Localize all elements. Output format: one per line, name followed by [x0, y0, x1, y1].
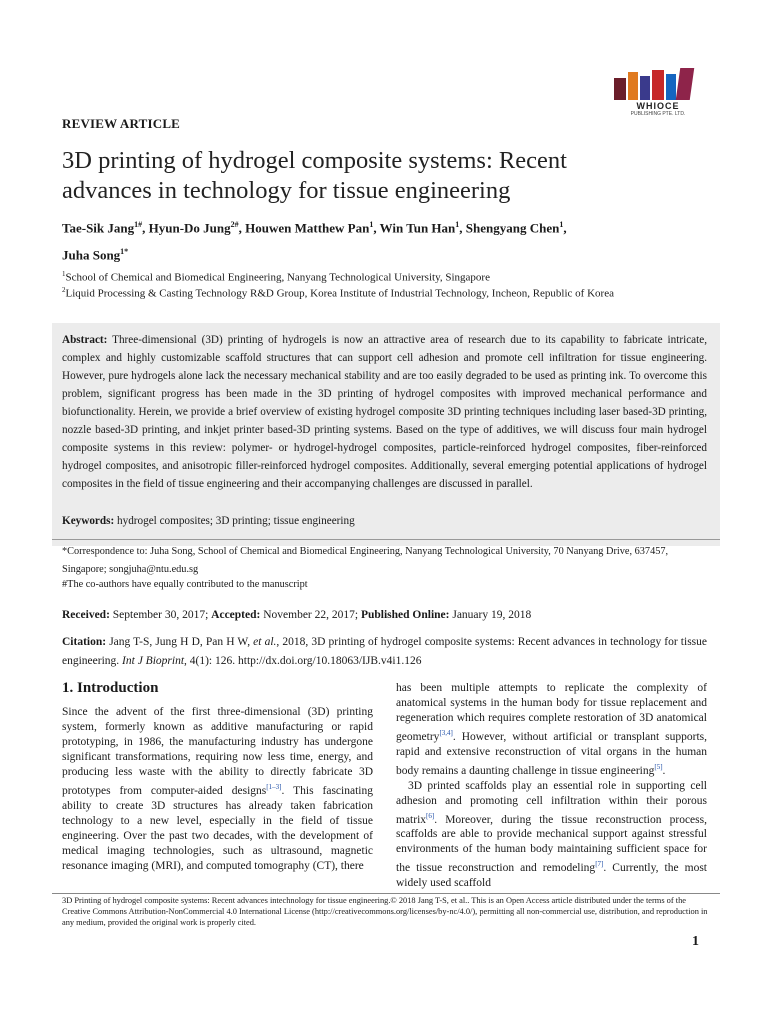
paragraph-text: . However, without artificial or transplant supports, rapid and extensive reconstruction of vital organs in the human body remains a daunting challenge in tissue engineering: [396, 730, 707, 777]
correspondence: *Correspondence to: Juha Song, School of Chemical and Biomedical Engineering, Nanyang Technological University, 70 Nanyang Drive, 637457, Singapore; songjuha@ntu.edu.sg: [62, 546, 669, 575]
paragraph-text: . This fascinating ability to create 3D structures has already taken fabrication technology to a new level, especially in the field of tissue engineering. Over the past two decades, with the development of medical imaging technologies, such as ultrasound, magnetic resonance imaging (MRI), and computed tomography (CT), there: [62, 784, 373, 872]
title-line: 3D printing of hydrogel composite systems: Recent: [62, 147, 567, 174]
logo-bar: [628, 72, 638, 100]
reference-link[interactable]: [5]: [654, 762, 663, 771]
logo-bar: [652, 70, 664, 100]
author-affiliation-mark: 1: [455, 220, 460, 229]
author-name: Win Tun Han: [379, 220, 456, 236]
author-name: Juha Song: [62, 247, 121, 263]
citation: [62, 633, 707, 671]
author-affiliation-mark: 1#: [134, 220, 143, 229]
affiliation-text: School of Chemical and Biomedical Engineering, Nanyang Technological University, Singapore: [65, 271, 490, 284]
paragraph-text: 3D printed scaffolds play an essential role in supporting cell adhesion and promoting cell infiltration within their porous matrix: [396, 779, 707, 826]
title-line: advances in technology for tissue engineering: [62, 177, 511, 204]
online-label: Published Online:: [360, 609, 450, 621]
author-list: [62, 213, 722, 268]
accepted-label: Accepted:: [211, 609, 261, 621]
citation-journal: Int J Bioprint: [122, 655, 185, 667]
divider: [52, 539, 720, 540]
received-label: Received:: [62, 609, 110, 621]
logo-bar: [640, 76, 650, 100]
author-separator: ,: [238, 220, 246, 236]
author-name: Hyun-Do Jung: [148, 220, 231, 236]
logo-bar: [614, 78, 626, 100]
body-column-right: [396, 681, 707, 891]
affiliation-number: 2: [62, 286, 66, 294]
affiliation-number: 1: [62, 270, 66, 278]
received-date: September 30, 2017;: [109, 609, 212, 621]
author-separator: ,: [142, 220, 149, 236]
citation-text: Jang T-S, Jung H D, Pan H W,: [106, 636, 254, 648]
logo-subtitle: PUBLISHING PTE. LTD.: [630, 111, 686, 117]
body-column-left: [62, 705, 373, 874]
paragraph-text: . Moreover, during the tissue reconstruction process, scaffolds are able to provide mechanical support against stressful environments of the human body maintaining sufficient space for the tissue reconstruction and remodeling: [396, 813, 707, 875]
keywords: [62, 515, 707, 527]
author-separator: ,: [459, 220, 466, 236]
citation-label: Citation:: [62, 636, 107, 648]
abstract-text: Three-dimensional (3D) printing of hydrogels is now an attractive area of research due to its capability to fabricate intricate, complex and highly customizable scaffold structures that can support cell adhesion and promote cell infiltration for tissue engineering. However, pure hydrogels alone lack the necessary mechanical stability and are too easily degraded to be used as printing ink. To overcome this problem, significant progress has been made in the 3D printing of hydrogel composites with improved mechanical performance and biofunctionality. Herein, we provide a brief overview of existing hydrogel composite 3D printing techniques including laser based-3D printing, nozzle based-3D printing, and inkjet printer based-3D printing systems. Based on the type of additives, we will discuss four main hydrogel composite systems in this review: polymer- or hydrogel-hydrogel composites, particle-reinforced hydrogel composites, fiber-reinforced hydrogel composites, and anisotropic filler-reinforced hydrogel composites. Additionally, several emerging potential applications of hydrogel composites in the field of tissue engineering and their accompanying challenges are discussed in parallel.: [62, 334, 707, 490]
paragraph: [62, 705, 373, 874]
author-name: Shengyang Chen: [465, 220, 560, 236]
co-first-author-note: #The co-authors have equally contributed to the manuscript: [62, 579, 308, 590]
paragraph: [396, 681, 707, 779]
paragraph-text: . Currently, the most widely used scaffold: [396, 862, 707, 890]
license-footnote: 3D Printing of hydrogel composite systems: Recent advances intechnology for tissue engineering.© 2018 Jang T-S, et al.. This is an Open Access article distributed under the terms of the Creative Commons Attribution-NonCommercial 4.0 International License (http://creativecommons.org/licenses/by-nc/4.0/), permitting all non-commercial use, distribution, and reproduction in any medium, provided the original work is properly cited.: [62, 896, 708, 927]
accepted-date: November 22, 2017;: [260, 609, 361, 621]
footnote-divider: [52, 893, 720, 894]
reference-link[interactable]: [1–3]: [266, 783, 282, 791]
paragraph-text: has been multiple attempts to replicate the complexity of anatomical systems in the human body for tissue replacement and regeneration which requires complete restoration of 3D anatomical geometry: [396, 682, 707, 743]
reference-link[interactable]: [7]: [595, 860, 604, 869]
keywords-label: Keywords:: [62, 515, 115, 527]
abstract: [62, 331, 707, 493]
logo-bar: [666, 74, 676, 100]
article-type: REVIEW ARTICLE: [62, 116, 181, 131]
author-affiliation-mark: 1*: [120, 247, 129, 257]
paragraph-text: .: [662, 764, 666, 777]
logo-bar: [676, 68, 694, 100]
author-separator: ,: [373, 220, 380, 236]
paragraph-text: Since the advent of the first three-dimensional (3D) printing system, formerly known as additive manufacturing or rapid prototyping, in 1986, the manufacturing industry has undergone significant transformations, requiring now less time, energy, and producing less waste with the ability to directly fabricate 3D prototypes from computer-aided designs: [62, 706, 373, 797]
abstract-label: Abstract:: [62, 334, 108, 346]
reference-link[interactable]: [3,4]: [439, 729, 453, 737]
citation-doi[interactable]: , 4(1): 126. http://dx.doi.org/10.18063/IJB.v4i1.126: [184, 655, 422, 667]
affiliation-text: Liquid Processing & Casting Technology R&D Group, Korea Institute of Industrial Technology, Incheon, Republic of Korea: [65, 287, 614, 300]
affiliation: [62, 283, 722, 302]
paragraph: [396, 779, 707, 892]
online-date: January 19, 2018: [449, 609, 532, 621]
author-name: Houwen Matthew Pan: [245, 220, 370, 236]
author-affiliation-mark: 1: [369, 220, 374, 229]
publication-dates: [62, 609, 707, 621]
citation-etal: et al.: [253, 636, 277, 648]
keywords-text: hydrogel composites; 3D printing; tissue engineering: [114, 515, 355, 527]
author-name: Tae-Sik Jang: [62, 220, 135, 236]
page-number: 1: [692, 934, 699, 949]
author-affiliation-mark: 1: [559, 220, 564, 229]
logo-name: WHIOCE: [636, 101, 680, 111]
author-affiliation-mark: 2#: [230, 220, 239, 229]
publisher-logo: [606, 50, 710, 118]
citation-text: , 2018, 3D printing of hydrogel composite systems: Recent advances in technology for tissue engineering.: [62, 636, 707, 667]
author-separator: ,: [563, 220, 567, 236]
reference-link[interactable]: [6]: [426, 811, 435, 820]
section-heading: 1. Introduction: [62, 680, 159, 696]
article-title: [62, 146, 722, 206]
